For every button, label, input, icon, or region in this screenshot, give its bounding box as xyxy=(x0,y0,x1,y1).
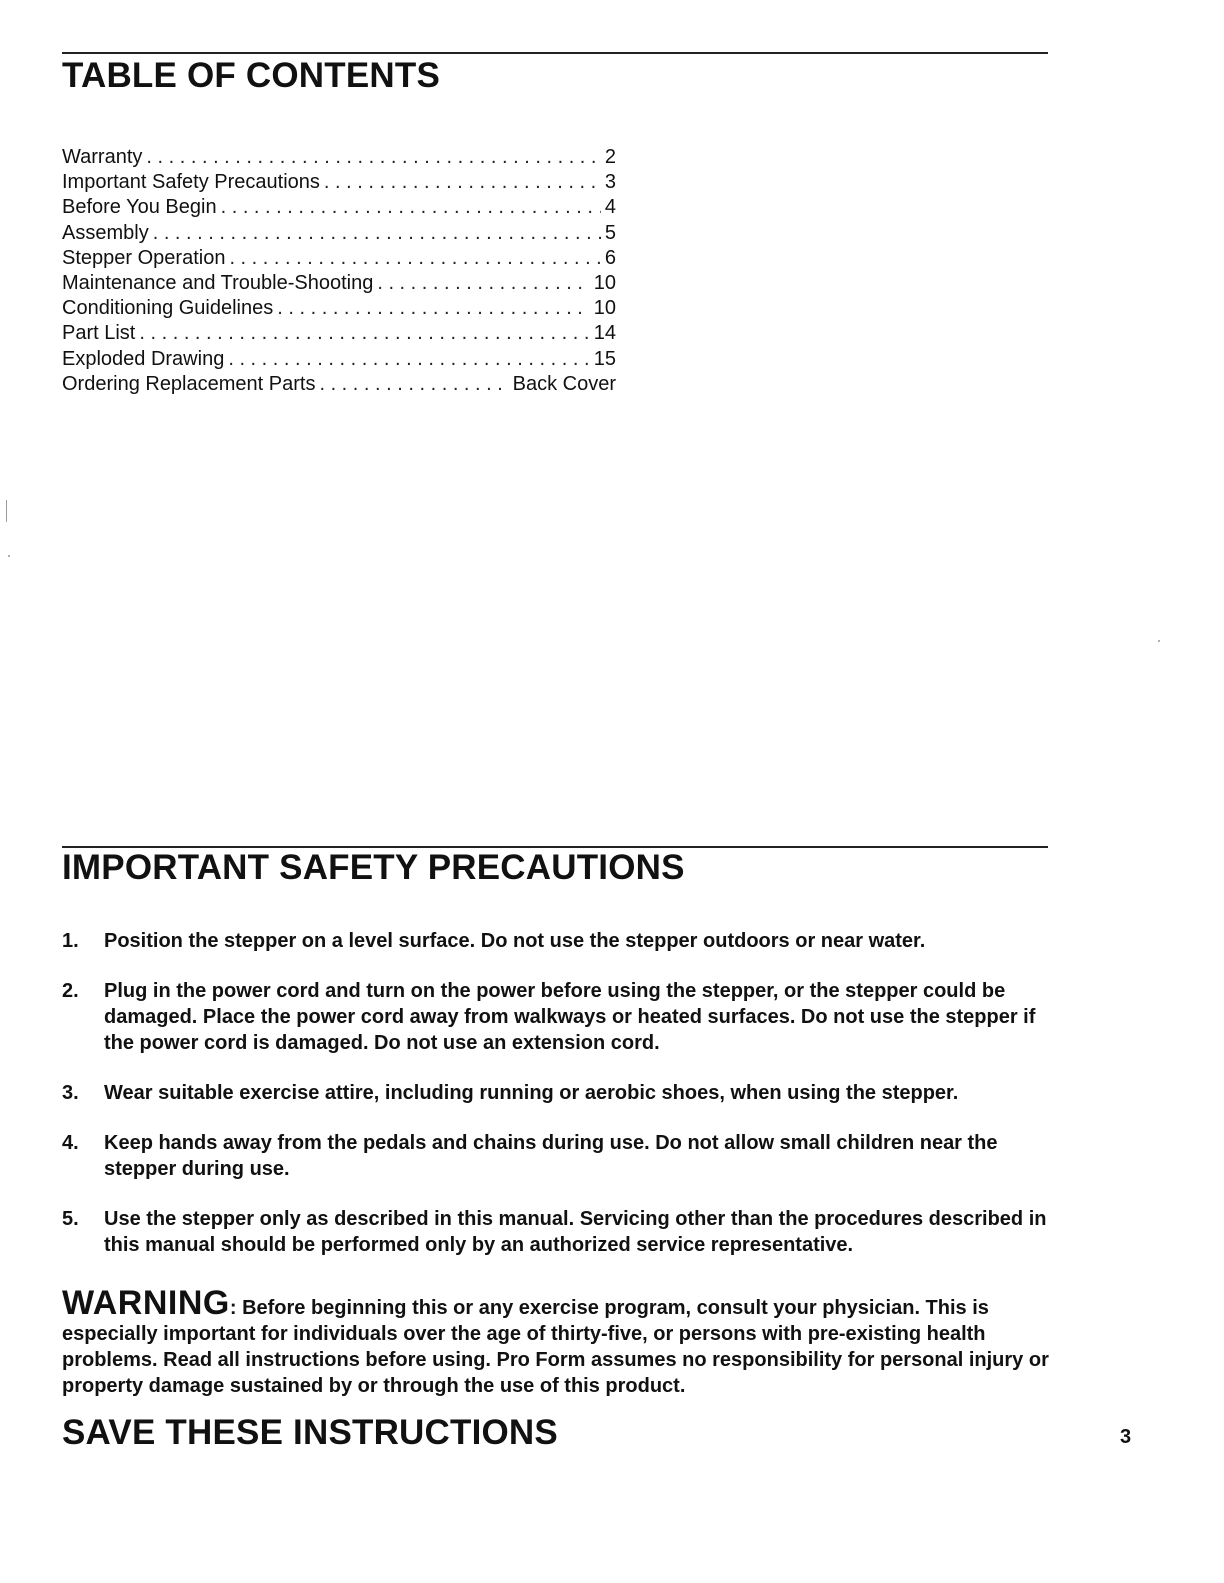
page-number: 3 xyxy=(1120,1426,1132,1448)
precaution-item xyxy=(62,978,1052,1056)
toc-leader-dots xyxy=(146,145,600,170)
toc-entry-page: 6 xyxy=(604,246,616,269)
toc-entry-page: 10 xyxy=(593,271,616,294)
toc-entry xyxy=(62,170,616,195)
toc-entry xyxy=(62,372,616,397)
precaution-item xyxy=(62,1080,1052,1106)
toc-leader-dots xyxy=(277,296,590,321)
precaution-text: Plug in the power cord and turn on the power before using the stepper, or the stepper could be damaged. Place the power cord away from walkways or heated surfaces. Do not use the stepper if the power cord is damaged. Do not use an extension cord. xyxy=(104,980,1036,1054)
toc-entry xyxy=(62,246,616,271)
toc-entry-page: 3 xyxy=(604,171,616,194)
scan-speck xyxy=(8,555,10,557)
precaution-number: 3. xyxy=(62,1082,79,1104)
toc-entry-page: 5 xyxy=(604,221,616,244)
toc-leader-dots xyxy=(153,221,601,246)
precaution-text: Wear suitable exercise attire, including running or aerobic shoes, when using the stepper. xyxy=(104,1082,959,1104)
toc-entry-page: 4 xyxy=(604,196,616,219)
toc-entry-page: Back Cover xyxy=(512,372,616,395)
toc-entry xyxy=(62,195,616,220)
precaution-item xyxy=(62,928,1052,954)
toc-leader-dots xyxy=(228,347,589,372)
toc-entry-page: 15 xyxy=(593,347,616,370)
toc-title: TABLE OF CONTENTS xyxy=(62,56,441,95)
toc-entry-label: Conditioning Guidelines xyxy=(62,297,274,320)
precaution-number: 1. xyxy=(62,930,79,952)
toc-list xyxy=(62,145,616,397)
scan-speck xyxy=(6,500,7,522)
toc-entry xyxy=(62,221,616,246)
precaution-text: Position the stepper on a level surface. Do not use the stepper outdoors or near water. xyxy=(104,930,926,952)
save-instructions-title: SAVE THESE INSTRUCTIONS xyxy=(62,1413,558,1452)
toc-entry-label: Maintenance and Trouble-Shooting xyxy=(62,271,374,294)
warning-label: WARNING xyxy=(62,1284,230,1322)
precaution-number: 2. xyxy=(62,980,79,1002)
toc-entry-label: Important Safety Precautions xyxy=(62,171,320,194)
precaution-item xyxy=(62,1130,1052,1182)
precaution-text: Keep hands away from the pedals and chains during use. Do not allow small children near the stepper during use. xyxy=(104,1132,998,1180)
toc-entry xyxy=(62,296,616,321)
scan-speck xyxy=(1158,640,1160,642)
top-rule xyxy=(62,52,1048,54)
toc-entry-page: 2 xyxy=(604,146,616,168)
warning-text: Before beginning this or any exercise program, consult your physician. This is especially important for individuals over the age of thirty-five, or persons with pre-existing health problems. Read all instructions before using. Pro Form assumes no responsibility for personal injury or property damage sustained by or through the use of this product. xyxy=(62,1297,1049,1397)
precaution-item xyxy=(62,1206,1052,1258)
precautions-list xyxy=(62,928,1052,1282)
toc-entry-page: 10 xyxy=(593,297,616,320)
precaution-number: 4. xyxy=(62,1132,79,1154)
toc-entry xyxy=(62,145,616,170)
toc-entry-label: Assembly xyxy=(62,221,149,244)
toc-entry-label: Stepper Operation xyxy=(62,246,226,269)
warning-paragraph xyxy=(62,1284,1062,1399)
toc-leader-dots xyxy=(377,271,589,296)
warning-colon: : xyxy=(229,1297,237,1319)
toc-entry xyxy=(62,347,616,372)
toc-leader-dots xyxy=(324,170,601,195)
toc-entry-label: Warranty xyxy=(62,146,143,168)
safety-title: IMPORTANT SAFETY PRECAUTIONS xyxy=(62,848,685,887)
toc-entry-label: Part List xyxy=(62,322,136,345)
precaution-number: 5. xyxy=(62,1208,79,1230)
toc-entry-label: Exploded Drawing xyxy=(62,347,225,370)
toc-entry xyxy=(62,321,616,346)
toc-entry-label: Ordering Replacement Parts xyxy=(62,372,316,395)
toc-leader-dots xyxy=(221,195,601,220)
toc-entry-page: 14 xyxy=(593,322,616,345)
toc-leader-dots xyxy=(139,321,589,346)
toc-leader-dots xyxy=(229,246,600,271)
toc-entry-label: Before You Begin xyxy=(62,196,217,219)
precaution-text: Use the stepper only as described in this manual. Servicing other than the procedures described in this manual should be performed only by an authorized service representative. xyxy=(104,1208,1047,1256)
toc-leader-dots xyxy=(319,372,508,397)
toc-entry xyxy=(62,271,616,296)
